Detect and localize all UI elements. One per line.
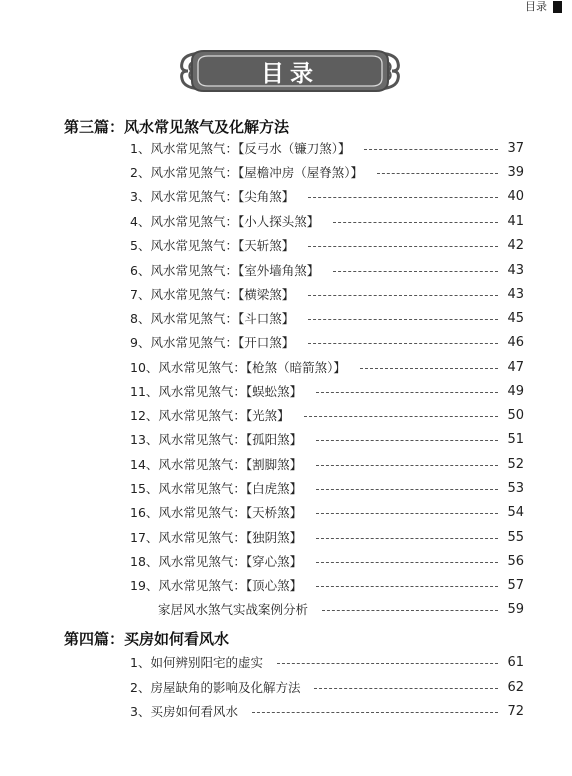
- leader-dots: [333, 271, 498, 272]
- toc-entry-text: 家居风水煞气实战案例分析: [158, 602, 309, 617]
- leader-dots: [316, 465, 498, 466]
- page-number: 51: [507, 431, 524, 447]
- leader-dots: [308, 197, 498, 198]
- page-number: 49: [507, 383, 524, 399]
- toc-entry-text: 4、风水常见煞气：【小人探头煞】: [130, 214, 320, 229]
- leader-dots: [252, 712, 498, 713]
- page-number: 55: [507, 529, 524, 545]
- toc-entry-text: 2、风水常见煞气：【屋檐冲房（屋脊煞）】: [130, 165, 363, 180]
- toc-entry-text: 16、风水常见煞气：【天桥煞】: [130, 505, 303, 520]
- page-number: 56: [507, 553, 524, 569]
- toc-entry-text: 10、风水常见煞气：【枪煞（暗箭煞）】: [130, 360, 346, 375]
- toc-entry[interactable]: [130, 211, 524, 231]
- running-header: [525, 0, 572, 14]
- page-number: 52: [507, 456, 524, 472]
- leader-dots: [316, 513, 498, 514]
- toc-entry-text: 6、风水常见煞气：【室外墙角煞】: [130, 263, 320, 278]
- toc-entry[interactable]: [130, 502, 524, 522]
- page-number: 40: [507, 188, 524, 204]
- page-number: 50: [507, 407, 524, 423]
- toc-entry-text: 18、风水常见煞气：【穿心煞】: [130, 554, 303, 569]
- leader-dots: [316, 562, 498, 563]
- toc-entry-text: 15、风水常见煞气：【白虎煞】: [130, 481, 303, 496]
- leader-dots: [316, 440, 498, 441]
- toc-entry-text: 11、风水常见煞气：【蜈蚣煞】: [130, 384, 303, 399]
- page-title: 目录: [261, 60, 319, 87]
- toc-entry[interactable]: [130, 454, 524, 474]
- toc-entry[interactable]: [130, 527, 524, 547]
- page-number: 59: [507, 601, 524, 617]
- leader-dots: [308, 319, 498, 320]
- toc-entry[interactable]: [130, 478, 524, 498]
- toc-entry[interactable]: [130, 652, 524, 672]
- leader-dots: [322, 610, 498, 611]
- toc-entry[interactable]: [130, 405, 524, 425]
- toc-entry[interactable]: [130, 701, 524, 721]
- page-number: 61: [507, 654, 524, 670]
- page-number: 43: [507, 286, 524, 302]
- toc-entry-text: 14、风水常见煞气：【割脚煞】: [130, 457, 303, 472]
- toc-entry[interactable]: [130, 429, 524, 449]
- leader-dots: [316, 586, 498, 587]
- toc-entry[interactable]: [130, 551, 524, 571]
- section-title-part-four: 第四篇：买房如何看风水: [64, 630, 230, 648]
- toc-entry[interactable]: [130, 162, 524, 182]
- toc-entry-text: 8、风水常见煞气：【斗口煞】: [130, 311, 295, 326]
- toc-entry-text: 19、风水常见煞气：【顶心煞】: [130, 578, 303, 593]
- toc-entry-text: 1、风水常见煞气：【反弓水（镰刀煞）】: [130, 141, 351, 156]
- toc-entry-text: 13、风水常见煞气：【孤阳煞】: [130, 432, 303, 447]
- toc-entry-text: 9、风水常见煞气：【开口煞】: [130, 335, 295, 350]
- page-number: 53: [507, 480, 524, 496]
- leader-dots: [304, 416, 498, 417]
- toc-entry[interactable]: [130, 677, 524, 697]
- toc-entry[interactable]: [130, 284, 524, 304]
- page-number: 43: [507, 262, 524, 278]
- toc-entry[interactable]: [130, 381, 524, 401]
- toc-entry[interactable]: [130, 575, 524, 595]
- page-number: 45: [507, 310, 524, 326]
- section-title-part-three: 第三篇：风水常见煞气及化解方法: [64, 118, 290, 136]
- toc-entry-text: 3、风水常见煞气：【尖角煞】: [130, 189, 295, 204]
- leader-dots: [316, 538, 498, 539]
- page-number: 54: [507, 504, 524, 520]
- toc-entry-text: 5、风水常见煞气：【天斩煞】: [130, 238, 295, 253]
- leader-dots: [360, 368, 498, 369]
- leader-dots: [377, 173, 498, 174]
- page-number: 57: [507, 577, 524, 593]
- toc-entry[interactable]: [158, 599, 524, 619]
- toc-entry[interactable]: [130, 308, 524, 328]
- page-number: 62: [507, 679, 524, 695]
- toc-entry[interactable]: [130, 332, 524, 352]
- leader-dots: [314, 688, 498, 689]
- toc-entry-text: 1、如何辨别阳宅的虚实: [130, 655, 263, 670]
- page-number: 72: [507, 703, 524, 719]
- toc-entry-text: 12、风水常见煞气：【光煞】: [130, 408, 290, 423]
- toc-entry[interactable]: [130, 186, 524, 206]
- page-number: 37: [507, 140, 524, 156]
- toc-entry-text: 2、房屋缺角的影响及化解方法: [130, 680, 301, 695]
- toc-entry-text: 3、买房如何看风水: [130, 704, 238, 719]
- title-banner: [174, 47, 406, 95]
- toc-entry[interactable]: [130, 138, 524, 158]
- leader-dots: [308, 295, 498, 296]
- toc-entry[interactable]: [130, 260, 524, 280]
- running-header-label: 目录: [525, 0, 547, 13]
- header-marker-block: [553, 1, 562, 13]
- page-number: 39: [507, 164, 524, 180]
- leader-dots: [277, 663, 498, 664]
- leader-dots: [308, 343, 498, 344]
- page-number: 47: [507, 359, 524, 375]
- leader-dots: [308, 246, 498, 247]
- leader-dots: [316, 489, 498, 490]
- page-number: 42: [507, 237, 524, 253]
- toc-entry[interactable]: [130, 235, 524, 255]
- leader-dots: [333, 222, 498, 223]
- toc-entry-text: 7、风水常见煞气：【横梁煞】: [130, 287, 295, 302]
- page-number: 46: [507, 334, 524, 350]
- toc-entry-text: 17、风水常见煞气：【独阴煞】: [130, 530, 303, 545]
- page-number: 41: [507, 213, 524, 229]
- leader-dots: [316, 392, 498, 393]
- toc-entry[interactable]: [130, 357, 524, 377]
- leader-dots: [364, 149, 498, 150]
